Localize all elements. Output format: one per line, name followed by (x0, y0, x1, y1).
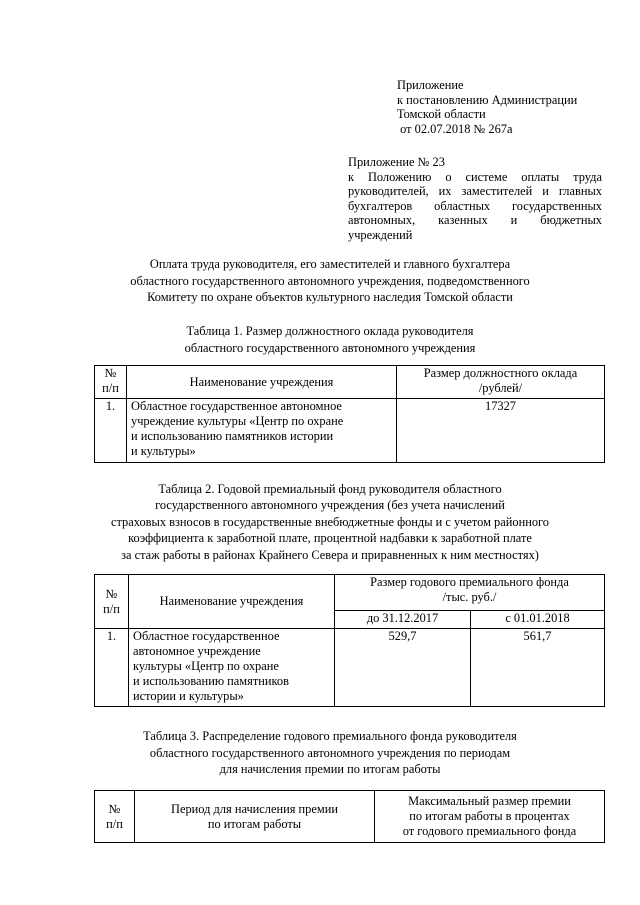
main-title (60, 256, 600, 306)
table-header-row (95, 791, 605, 843)
table3 (94, 790, 605, 843)
appendix-23-line: автономных, казенных и бюджетных (348, 213, 602, 227)
caption-line: страховых взносов в государственные внебюджетные фонды и с учетом районного (110, 514, 550, 529)
appendix-23-line: бухгалтеров областных государственных (348, 198, 602, 213)
caption-line: Таблица 2. Годовой премиальный фонд руководителя областного (158, 482, 502, 496)
header-name: Наименование учреждения (129, 575, 335, 629)
table1 (94, 365, 605, 463)
appendix-line: Приложение (397, 78, 464, 92)
appendix-line: от 02.07.2018 № 267а (397, 121, 513, 136)
header-size: Размер должностного оклада /рублей/ (397, 366, 605, 399)
header-period-2: с 01.01.2018 (471, 611, 605, 629)
cell-value-2: 561,7 (471, 629, 605, 707)
caption-line: Таблица 3. Распределение годового премиального фонда руководителя (143, 729, 517, 743)
table-row (95, 399, 605, 463)
header-num: № п/п (95, 575, 129, 629)
table2 (94, 574, 605, 707)
table1-caption (60, 323, 600, 356)
header-period-1: до 31.12.2017 (335, 611, 471, 629)
main-title-line: областного государственного автономного учреждения, подведомственного (130, 273, 530, 288)
header-max: Максимальный размер премии по итогам работы в процентах от годового премиального фонда (375, 791, 605, 843)
appendix-header (397, 78, 577, 136)
caption-line: для начисления премии по итогам работы (219, 762, 441, 776)
main-title-line: Комитету по охране объектов культурного наследия Томской области (147, 290, 513, 304)
table-row (95, 629, 605, 707)
header-period: Период для начисления премии по итогам работы (135, 791, 375, 843)
cell-num: 1. (95, 629, 129, 707)
caption-line: за стаж работы в районах Крайнего Севера и приравненных к ним местностях) (121, 547, 539, 562)
appendix-23-line: учреждений (348, 227, 413, 242)
appendix-23-line: к Положению о системе оплаты труда (348, 169, 602, 184)
table2-caption (60, 481, 600, 563)
appendix-23-title: Приложение № 23 (348, 155, 445, 169)
header-name: Наименование учреждения (127, 366, 397, 399)
table3-caption (60, 728, 600, 778)
cell-value-1: 529,7 (335, 629, 471, 707)
header-num: № п/п (95, 791, 135, 843)
caption-line: государственного автономного учреждения (без учета начислений (155, 498, 505, 513)
caption-line: коэффициента к заработной плате, процентной надбавки к заработной плате (128, 531, 532, 546)
appendix-23-line: руководителей, их заместителей и главных (348, 184, 602, 198)
cell-name: Областное государственное автономное учреждение культуры «Центр по охране и использованию памятников истории и культуры» (129, 629, 335, 707)
header-fund: Размер годового премиального фонда /тыс. руб./ (335, 575, 605, 611)
appendix-23-header (348, 155, 602, 242)
cell-num: 1. (95, 399, 127, 463)
main-title-line: Оплата труда руководителя, его заместителей и главного бухгалтера (149, 257, 511, 271)
table-header-row (95, 575, 605, 611)
caption-line: Таблица 1. Размер должностного оклада руководителя (186, 324, 474, 338)
appendix-line: Томской области (397, 107, 486, 121)
appendix-line: к постановлению Администрации (397, 92, 578, 107)
caption-line: областного государственного автономного учреждения (184, 340, 476, 355)
caption-line: областного государственного автономного учреждения по периодам (149, 745, 511, 760)
table-header-row (95, 366, 605, 399)
header-num: № п/п (95, 366, 127, 399)
cell-value: 17327 (397, 399, 605, 463)
cell-name: Областное государственное автономное учреждение культуры «Центр по охране и использованию памятников истории и культуры» (127, 399, 397, 463)
